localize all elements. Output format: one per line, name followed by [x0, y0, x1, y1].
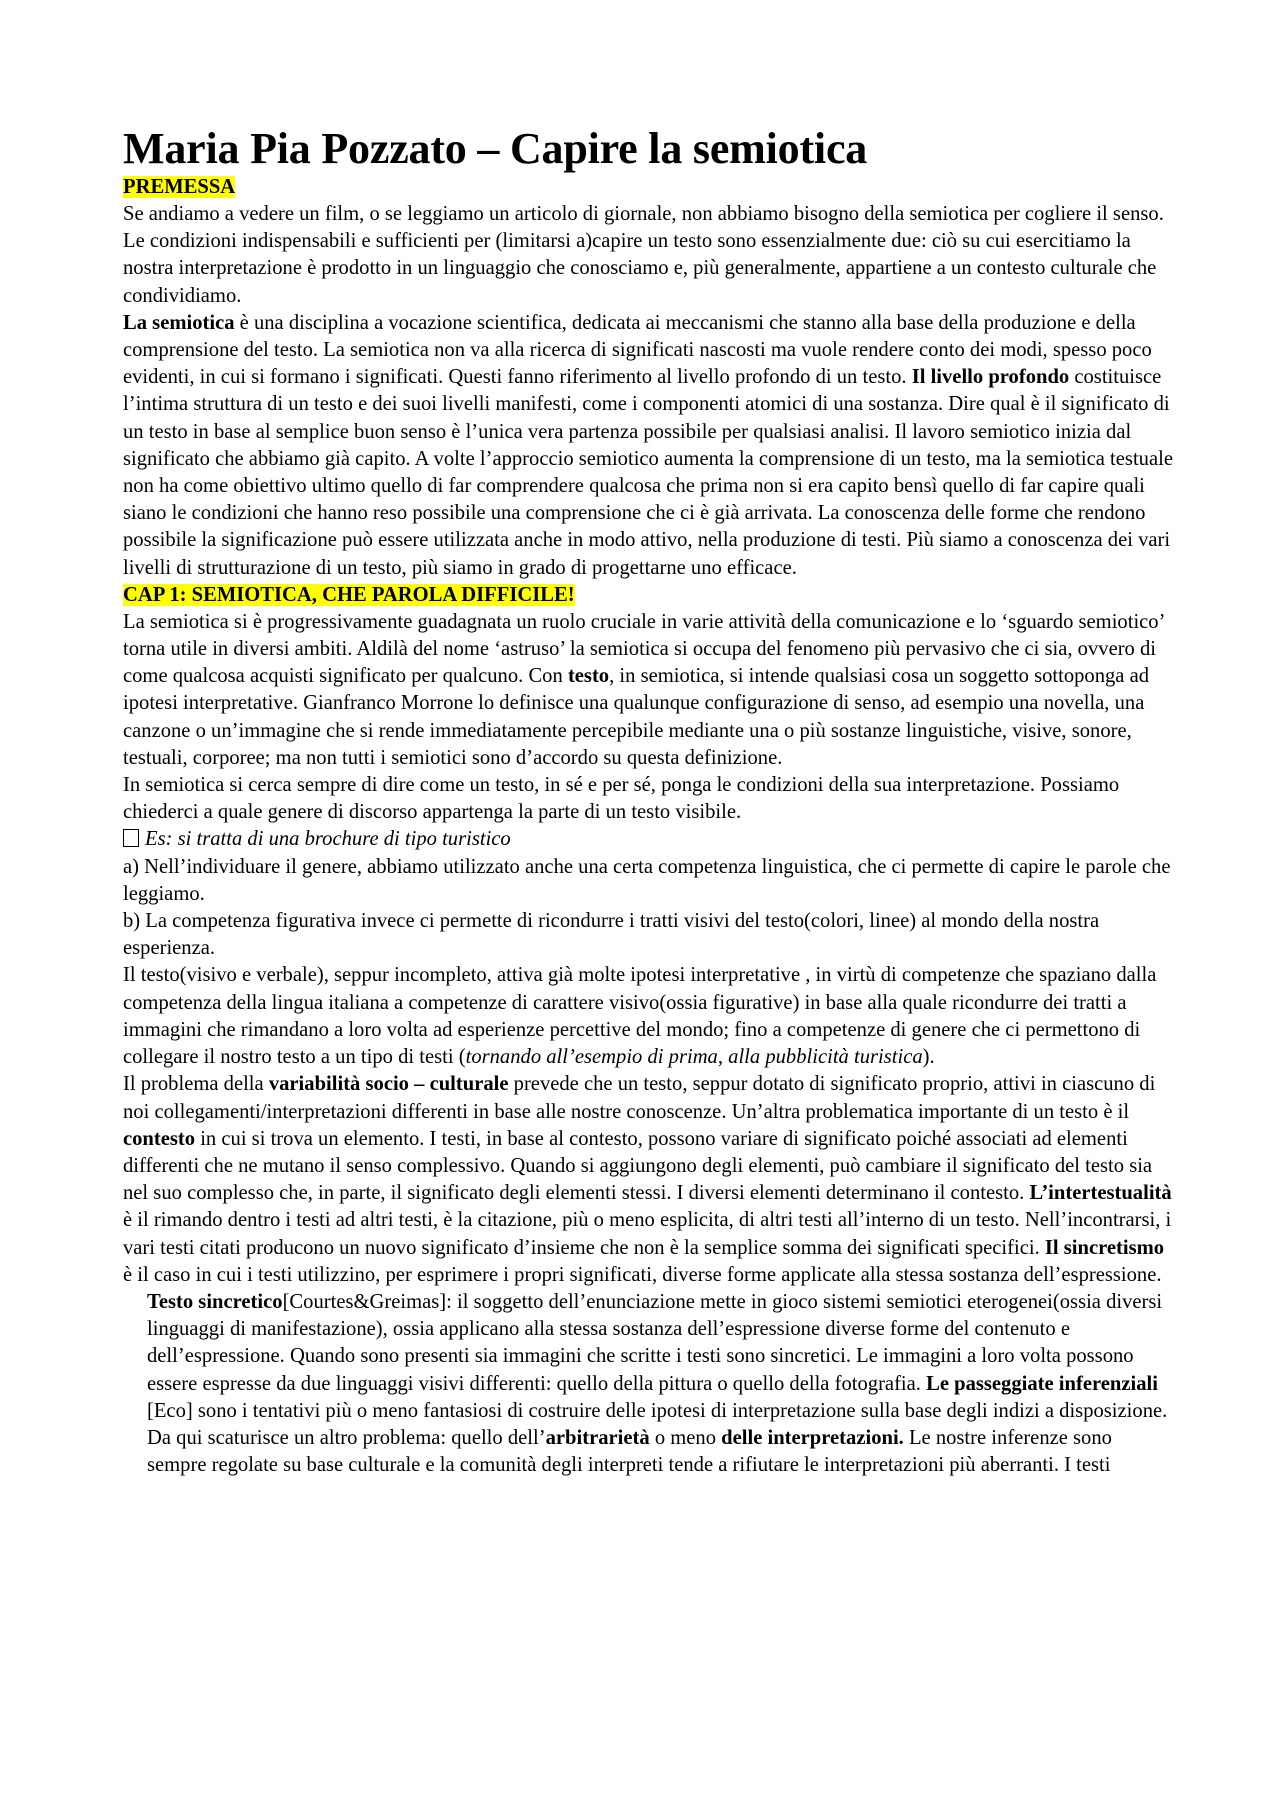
document-page — [123, 0, 1175, 1479]
paragraph — [123, 1071, 1175, 1289]
bold-term: L’intertestualità — [1029, 1182, 1172, 1205]
example-line — [123, 826, 1175, 853]
paragraph-text: , in semiotica, si intende qualsiasi cosa un soggetto sottoponga ad ipotesi interpretative. Gianfranco Morrone lo definisce una qualunque configurazione di senso, ad esempio una novella, una canzone o un’immagine che si rende immediatamente percepibile mediante una o più sostanze linguistiche, visive, sonore, testuali, corporee; ma non tutti i semiotici sono d’accordo su questa definizione. — [123, 665, 1150, 769]
paragraph: Se andiamo a vedere un film, o se leggiamo un articolo di giornale, non abbiamo bisogno della semiotica per cogliere il senso. Le condizioni indispensabili e sufficienti per (limitarsi a)capire un testo sono essenzialmente due: ciò su cui esercitiamo la nostra interpretazione è prodotto in un linguaggio che conosciamo e, più generalmente, appartiene a un contesto culturale che condividiamo. — [123, 203, 1164, 307]
paragraph-text: [Eco] sono i tentativi più o meno fantasiosi di costruire delle ipotesi di interpretazione sulla base degli indizi a disposizione. Da qui scaturisce un altro problema: quello dell’ — [147, 1399, 1168, 1449]
paragraph-text: prevede che un testo, seppur dotato di significato proprio, attivi in ciascuno di noi collegamenti/interpretazioni differenti in base alle nostre conoscenze. Un’altra problematica importante di un testo è il — [123, 1073, 1156, 1123]
paragraph-text: [Courtes&Greimas]: il soggetto dell’enunciazione mette in gioco sistemi semiotici eterogenei(ossia diversi linguaggi di manifestazione), ossia applicano alla stessa sostanza dell’espressione diverse forme del contenuto e dell’espressione. Quando sono presenti sia immagini che scritte i testi sono sincretici. Le immagini a loro volta possono essere espresse da due linguaggi visivi differenti: quello della pittura o quello della fotografia. — [147, 1290, 1163, 1395]
list-item: a) Nell’individuare il genere, abbiamo utilizzato anche una certa competenza linguistica, che ci permette di capire le parole che leggiamo. — [123, 855, 1171, 905]
bold-term: testo — [567, 665, 610, 688]
bold-term: Il livello profondo — [911, 366, 1070, 389]
section-heading-cap1 — [123, 582, 1175, 609]
document-title: Maria Pia Pozzato – Capire la semiotica — [123, 124, 868, 173]
heading-highlight: PREMESSA — [123, 176, 236, 198]
section-heading-premessa — [123, 174, 1175, 201]
paragraph — [123, 609, 1175, 772]
paragraph-text: La semiotica si è progressivamente guadagnata un ruolo cruciale in varie attività della comunicazione e lo ‘sguardo semiotico’ torna utile in diversi ambiti. Aldilà del nome ‘astruso’ la semiotica si occupa del fenomeno più pervasivo che ci sia, ovvero di come qualcosa acquisti significato per qualcuno. Con — [123, 610, 1164, 688]
paragraph-text: è una disciplina a vocazione scientifica, dedicata ai meccanismi che stanno alla base della produzione e della comprensione del testo. La semiotica non va alla ricerca di significati nascosti ma vuole rendere conto dei modi, spesso poco evidenti, in cui si formano i significati. Questi fanno riferimento al livello profondo di un testo. — [123, 311, 1152, 389]
bold-term: arbitrarietà — [545, 1426, 650, 1449]
bold-term: variabilità socio – culturale — [268, 1073, 509, 1096]
example-text: Es: si tratta di una brochure di tipo turistico — [145, 828, 511, 851]
paragraph-text: è il rimando dentro i testi ad altri testi, è la citazione, più o meno esplicita, di altri testi all’interno di un testo. Nell’incontrarsi, i vari testi citati producono un nuovo significato d’insieme che non è la semplice somma dei significati specifici. — [123, 1209, 1172, 1259]
paragraph-text: costituisce l’intima struttura di un testo e dei suoi livelli manifesti, come i componenti atomici di una sostanza. Dire qual è il significato di un testo in base al semplice buon senso è l’unica vera partenza possibile per qualsiasi analisi. Il lavoro semiotico inizia dal significato che abbiamo già capito. A volte l’approccio semiotico aumenta la comprensione di un testo, ma la semiotica testuale non ha come obiettivo ultimo quello di far comprendere qualcosa che prima non si era capito bensì quello di far capire quali siano le condizioni che hanno reso possibile una comprensione che ci è già arrivata. La conoscenza delle forme che rendono possibile la significazione può essere utilizzata anche in modo attivo, nella produzione di testi. Più siamo a conoscenza dei vari livelli di strutturazione di un testo, più siamo in grado di progettarne uno efficace. — [123, 366, 1173, 579]
missing-glyph-icon — [123, 829, 139, 847]
paragraph-text: Le nostre inferenze sono sempre regolate su base culturale e la comunità degli interpreti tende a rifiutare le interpretazioni più aberranti. I testi — [147, 1426, 1112, 1477]
paragraph-text: è il caso in cui i testi utilizzino, per esprimere i propri significati, diverse forme applicate alla stessa sostanza dell’espressione. — [123, 1263, 1162, 1286]
bold-term: contesto — [123, 1127, 196, 1150]
bold-term: Le passeggiate inferenziali — [926, 1372, 1158, 1395]
italic-text: tornando all’esempio di prima, alla pubblicità turistica — [465, 1046, 923, 1069]
paragraph-text: Il testo(visivo e verbale), seppur incompleto, attiva già molte ipotesi interpretative , in virtù di competenze che spaziano dalla competenza della lingua italiana a competenze di carattere visivo(ossia figurative) in base alla quale ricondurre dei tratti a immagini che rimandano a loro volta ad esperienze percettive del mondo; fino a competenze di genere che ci permettono di collegare il nostro testo a un tipo di testi ( — [123, 964, 1157, 1069]
list-item: b) La competenza figurativa invece ci permette di ricondurre i tratti visivi del testo(colori, linee) al mondo della nostra esperienza. — [123, 910, 1100, 960]
paragraph-text: o meno — [649, 1426, 722, 1449]
bold-term: La semiotica — [123, 311, 235, 334]
heading-highlight: CAP 1: SEMIOTICA, CHE PAROLA DIFFICILE! — [123, 583, 575, 606]
paragraph-text: Il problema della — [123, 1073, 269, 1096]
bold-term: delle interpretazioni. — [721, 1426, 904, 1449]
paragraph-text: ). — [922, 1046, 935, 1069]
bold-term: Testo sincretico — [147, 1290, 283, 1313]
paragraph — [123, 962, 1175, 1071]
bold-term: Il sincretismo — [1044, 1236, 1165, 1259]
paragraph-text: in cui si trova un elemento. I testi, in base al contesto, possono variare di significato poiché associati ad elementi differenti che ne mutano il senso complessivo. Quando si aggiungono degli elementi, può cambiare il significato del testo sia nel suo complesso che, in parte, il significato degli elementi stessi. I diversi elementi determinano il contesto. — [123, 1127, 1153, 1205]
paragraph: In semiotica si cerca sempre di dire come un testo, in sé e per sé, ponga le condizioni della sua interpretazione. Possiamo chiederci a quale genere di discorso appartenga la parte di un testo visibile. — [123, 774, 1120, 824]
paragraph — [123, 1289, 1175, 1479]
paragraph — [123, 310, 1175, 582]
